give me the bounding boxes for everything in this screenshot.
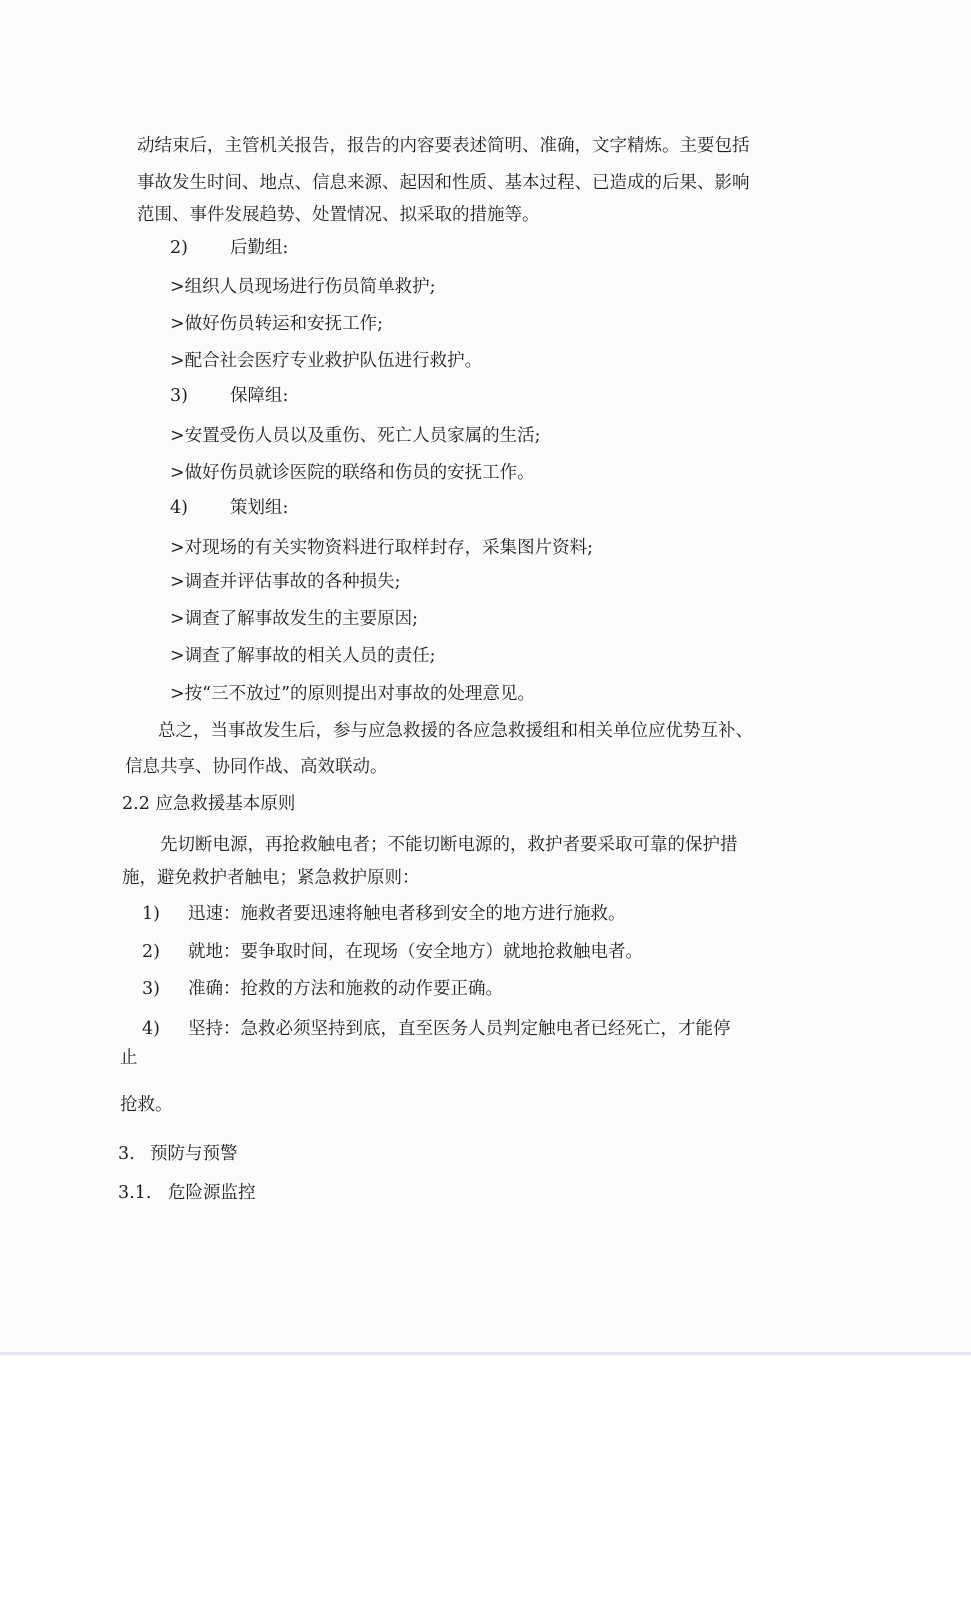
section-heading [118, 1181, 256, 1205]
section-heading: 2.2 应急救援基本原则 [122, 794, 296, 814]
group-number: 4) [170, 498, 188, 518]
group-title: 保障组: [230, 386, 289, 406]
paragraph-line: 动结束后，主管机关报告，报告的内容要表述简明、准确，文字精炼。主要包括 [137, 136, 750, 156]
principle-item [142, 1017, 731, 1041]
list-item: >安置受伤人员以及重伤、死亡人员家属的生活; [170, 426, 541, 446]
summary-line: 信息共享、协同作战、高效联动。 [125, 757, 388, 777]
principle-number: 1) [142, 904, 160, 924]
list-item: >按“三不放过”的原则提出对事故的处理意见。 [170, 684, 536, 704]
principle-item [142, 940, 643, 964]
principle-item [142, 977, 503, 1001]
paragraph-line: 范围、事件发展趋势、处置情况、拟采取的措施等。 [137, 205, 540, 225]
summary-line: 总之，当事故发生后，参与应急救援的各应急救援组和相关单位应优势互补、 [158, 721, 753, 741]
continuation-line: 止 [120, 1048, 138, 1068]
list-item: >做好伤员转运和安抚工作; [170, 314, 384, 334]
paragraph-line: 先切断电源，再抢救触电者；不能切断电源的，救护者要采取可靠的保护措 [160, 835, 738, 855]
principle-text: 就地：要争取时间，在现场（安全地方）就地抢救触电者。 [188, 942, 643, 962]
principle-item [142, 902, 626, 926]
list-item: >配合社会医疗专业救护队伍进行救护。 [170, 351, 483, 371]
paragraph-line: 施，避免救护者触电；紧急救护原则： [122, 868, 420, 888]
section-heading [118, 1142, 238, 1166]
list-item: >调查了解事故的相关人员的责任; [170, 646, 436, 666]
principle-text: 准确：抢救的方法和施救的动作要正确。 [188, 979, 503, 999]
section-number: 3.1. [118, 1183, 152, 1203]
principle-text: 迅速：施救者要迅速将触电者移到安全的地方进行施救。 [188, 904, 626, 924]
paragraph-line: 事故发生时间、地点、信息来源、起因和性质、基本过程、已造成的后果、影响 [137, 173, 750, 193]
group-title: 策划组: [230, 498, 289, 518]
group-heading [170, 496, 288, 520]
section-number: 3. [118, 1144, 135, 1164]
principle-number: 2) [142, 942, 160, 962]
group-title: 后勤组: [230, 238, 289, 258]
page-edge [0, 1352, 971, 1355]
list-item: >调查了解事故发生的主要原因; [170, 609, 419, 629]
group-heading [170, 236, 288, 260]
principle-number: 4) [142, 1019, 160, 1039]
group-heading [170, 384, 288, 408]
list-item: >做好伤员就诊医院的联络和伤员的安抚工作。 [170, 463, 535, 483]
group-number: 3) [170, 386, 188, 406]
group-number: 2) [170, 238, 188, 258]
principle-text: 坚持：急救必须坚持到底，直至医务人员判定触电者已经死亡，才能停 [188, 1019, 731, 1039]
continuation-line: 抢救。 [120, 1095, 173, 1115]
section-title: 预防与预警 [150, 1144, 238, 1164]
list-item: >对现场的有关实物资料进行取样封存，采集图片资料; [170, 538, 594, 558]
list-item: >调查并评估事故的各种损失; [170, 572, 401, 592]
section-title: 危险源监控 [168, 1183, 256, 1203]
principle-number: 3) [142, 979, 160, 999]
list-item: >组织人员现场进行伤员简单救护; [170, 277, 436, 297]
